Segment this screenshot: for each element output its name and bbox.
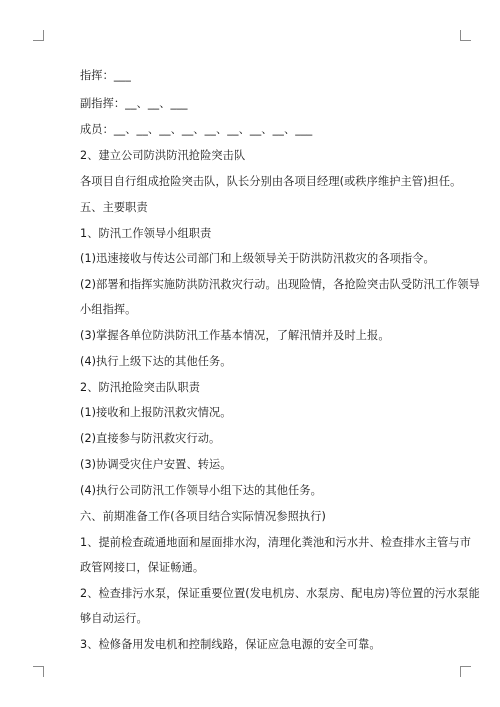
section-heading: 2、防汛抢险突击队职责 xyxy=(80,381,201,394)
commander-line: 指挥：___ xyxy=(80,69,131,82)
chapter-heading: 六、前期准备工作(各项目结合实际情况参照执行) xyxy=(80,510,326,523)
list-item: 2、检查排污水泵，保证重要位置(发电机房、水泵房、配电房)等位置的污水泵能 xyxy=(80,587,480,600)
list-item: (2)部署和指挥实施防洪防汛救灾行动。出现险情，各抢险突击队受防汛工作领导 xyxy=(80,278,480,291)
crop-mark-bottom-left xyxy=(33,666,44,677)
crop-mark-bottom-right xyxy=(460,666,471,677)
list-item: (3)协调受灾住户安置、转运。 xyxy=(80,458,232,471)
crop-mark-top-right xyxy=(460,30,471,41)
members-line: 成员：__、__、__、__、__、__、__、__、___ xyxy=(80,123,313,136)
list-item: 1、提前检查疏通地面和屋面排水沟，清理化粪池和污水井、检查排水主管与市 xyxy=(80,536,471,549)
chapter-heading: 五、主要职责 xyxy=(80,201,148,214)
list-item: 3、检修备用发电机和控制线路，保证应急电源的安全可靠。 xyxy=(80,638,381,651)
list-item: (1)迅速接收与传达公司部门和上级领导关于防洪防汛救灾的各项指令。 xyxy=(80,252,435,265)
list-item-continuation: 够自动运行。 xyxy=(80,612,148,625)
deputy-commander-line: 副指挥：__、__、___ xyxy=(80,97,188,110)
crop-mark-top-left xyxy=(33,30,44,41)
paragraph: 各项目自行组成抢险突击队，队长分别由各项目经理(或秩序维护主管)担任。 xyxy=(80,175,462,188)
list-item: (4)执行上级下达的其他任务。 xyxy=(80,355,232,368)
list-item-continuation: 小组指挥。 xyxy=(80,303,137,316)
list-item-continuation: 政管网接口，保证畅通。 xyxy=(80,561,205,574)
section-heading: 2、建立公司防洪防汛抢险突击队 xyxy=(80,149,246,162)
list-item: (4)执行公司防汛工作领导小组下达的其他任务。 xyxy=(80,484,322,497)
list-item: (1)接收和上报防汛救灾情况。 xyxy=(80,406,232,419)
list-item: (2)直接参与防汛救灾行动。 xyxy=(80,432,221,445)
list-item: (3)掌握各单位防洪防汛工作基本情况，了解汛情并及时上报。 xyxy=(80,329,390,342)
section-heading: 1、防汛工作领导小组职责 xyxy=(80,227,212,240)
